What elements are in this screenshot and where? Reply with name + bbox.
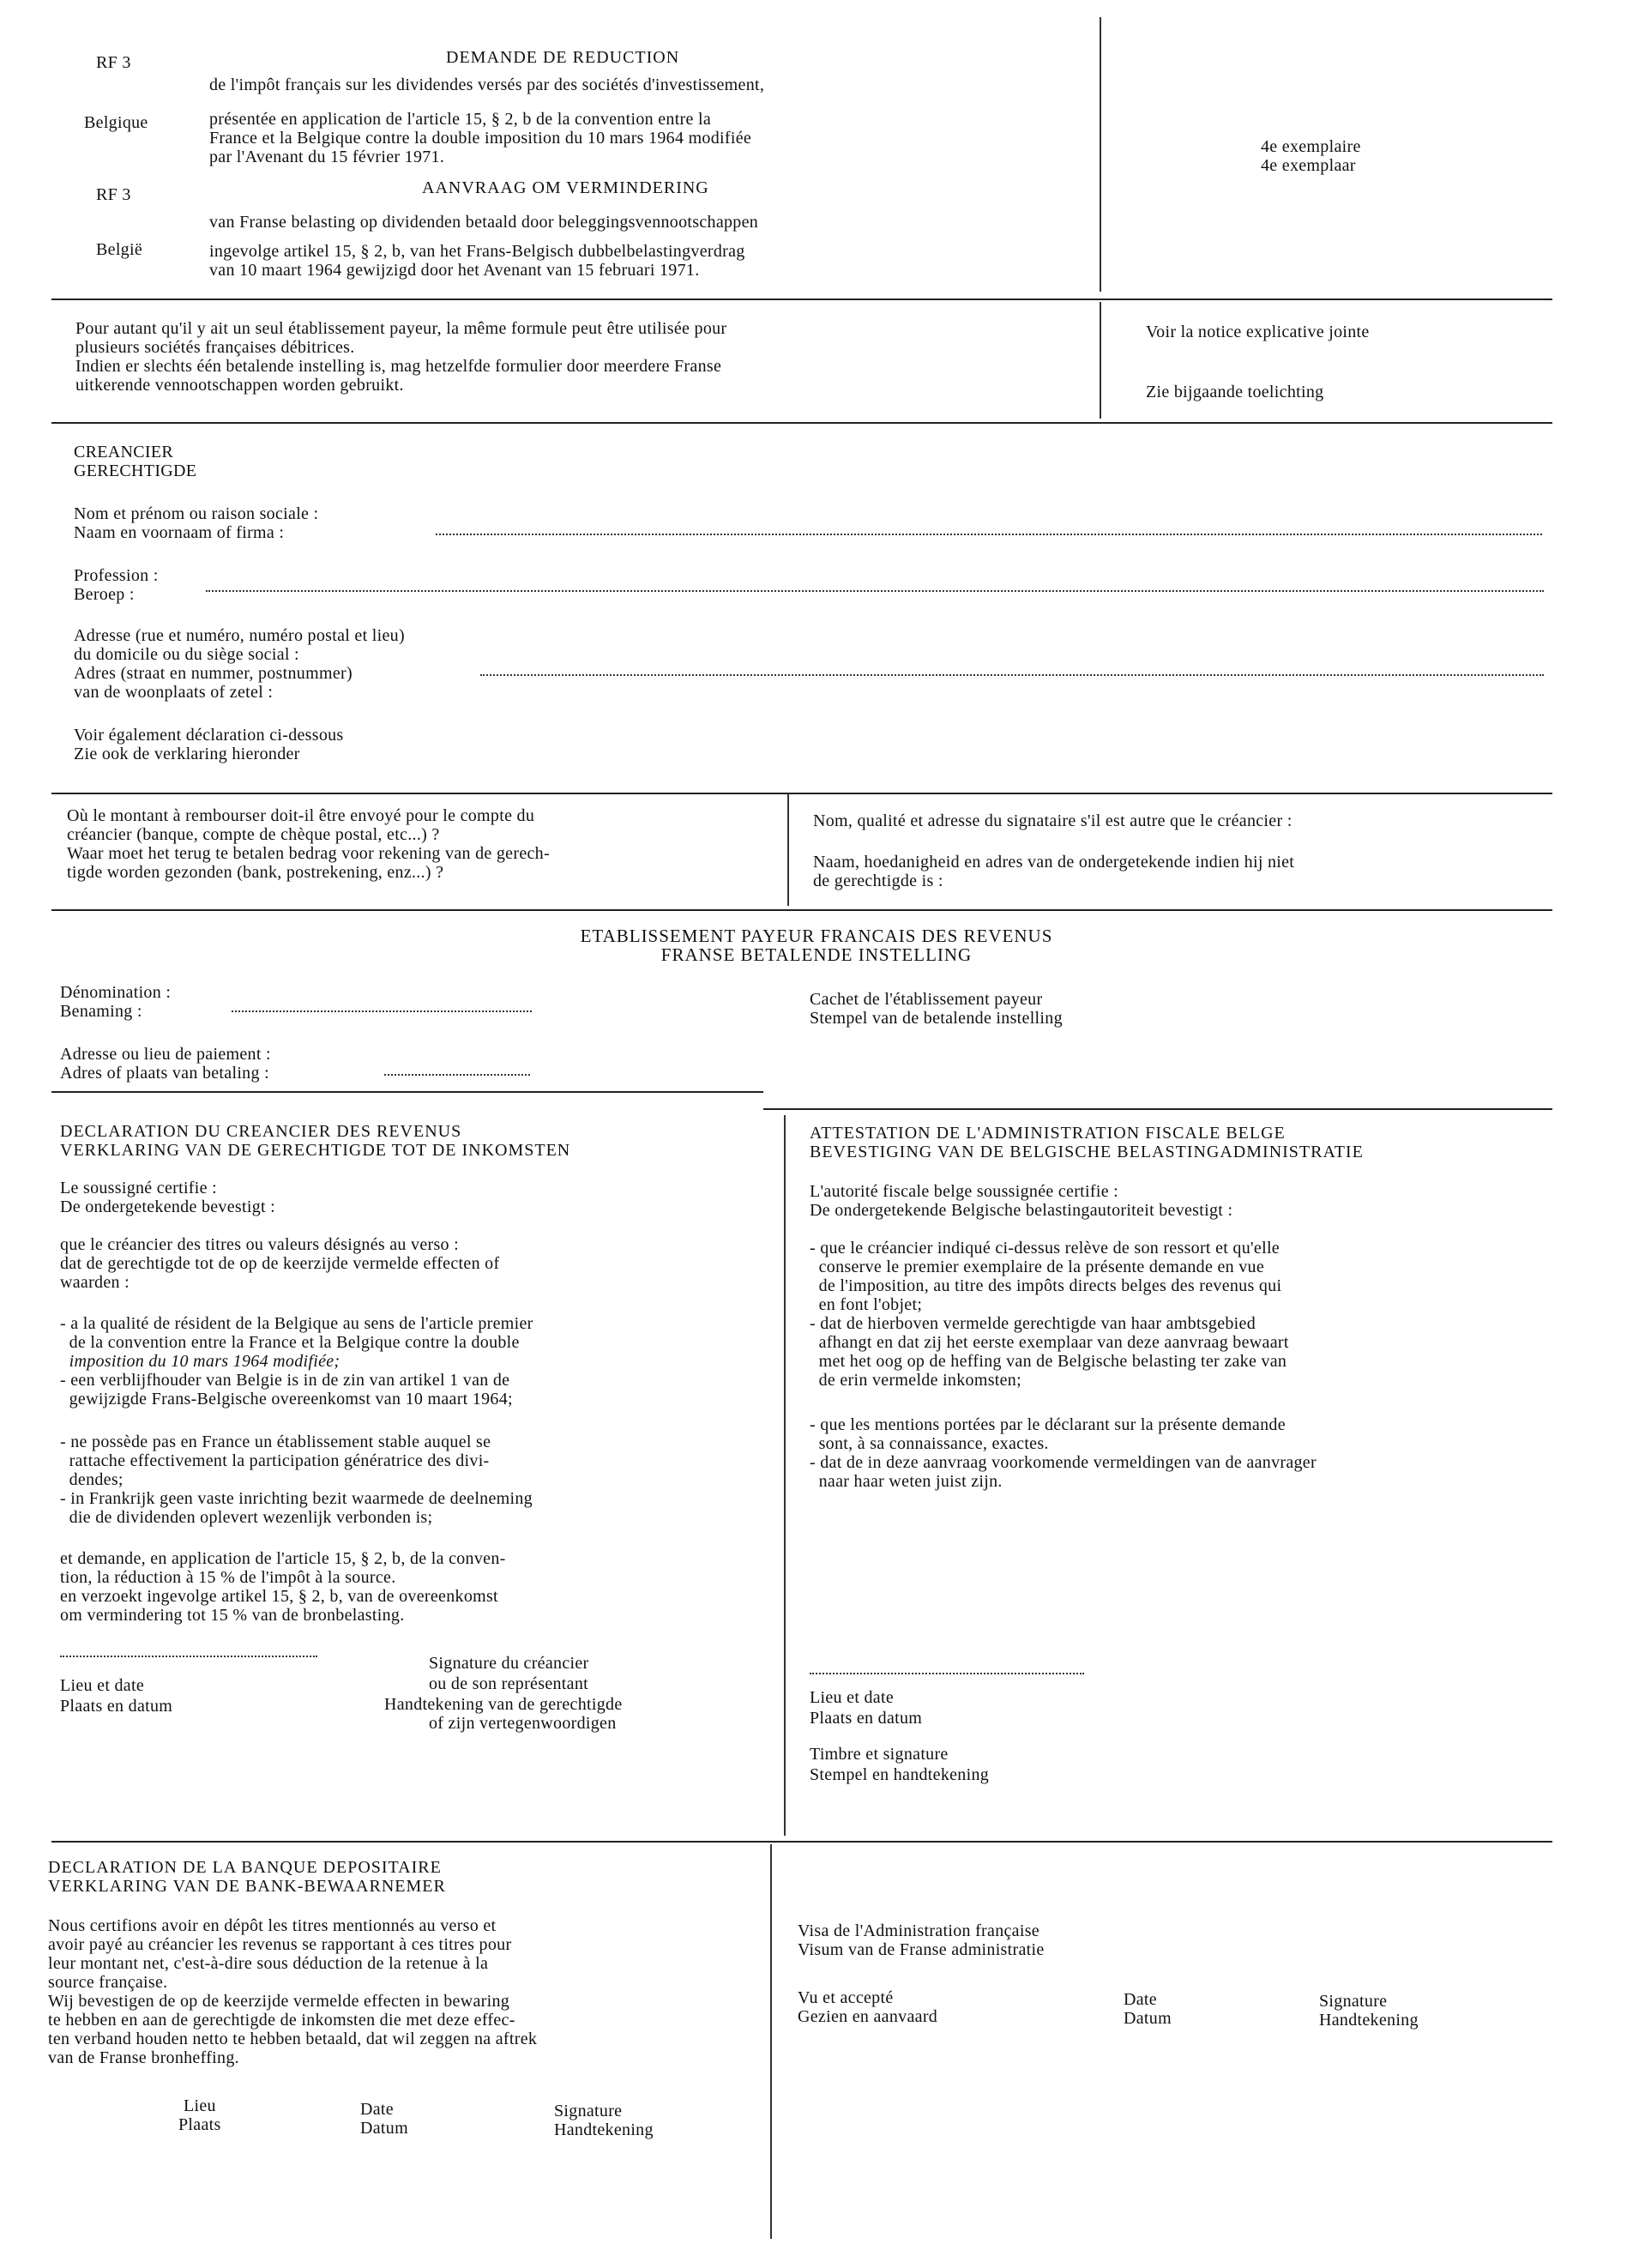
divider <box>51 422 1552 424</box>
declaration-text: imposition du 10 mars 1964 modifiée; <box>60 1352 340 1371</box>
declaration-text: - ne possède pas en France un établissement stable auquel se <box>60 1433 491 1451</box>
header-text: ingevolge artikel 15, § 2, b, van het Frans-Belgisch dubbelbelastingverdrag <box>209 242 745 261</box>
bank-text: leur montant net, c'est-à-dire sous déduction de la retenue à la <box>48 1954 489 1973</box>
header-text: de l'impôt français sur les dividendes versés par des sociétés d'investissement, <box>209 75 765 94</box>
declaration-text: en verzoekt ingevolge artikel 15, § 2, b, van de overeenkomst <box>60 1587 498 1606</box>
declaration-title-nl: VERKLARING VAN DE GERECHTIGDE TOT DE INKOMSTEN <box>60 1141 571 1160</box>
denomination-field[interactable] <box>232 1010 532 1012</box>
payer-title-nl: FRANSE BETALENDE INSTELLING <box>660 944 973 965</box>
bank-place-label-fr: Lieu <box>184 2096 216 2115</box>
divider <box>51 793 1552 794</box>
attestation-title-nl: BEVESTIGING VAN DE BELGISCHE BELASTINGADMINISTRATIE <box>810 1143 1364 1161</box>
denomination-label-nl: Benaming : <box>60 1002 142 1021</box>
divider <box>51 299 1552 300</box>
place-date-label-fr: Lieu et date <box>60 1676 144 1695</box>
attestation-text: met het oog op de heffing van de Belgische belasting ter zake van <box>810 1352 1287 1371</box>
creditor-title-nl: GERECHTIGDE <box>74 461 197 480</box>
attestation-text: L'autorité fiscale belge soussignée certifie : <box>810 1182 1119 1201</box>
address-label: Adresse (rue et numéro, numéro postal et lieu) <box>74 626 405 645</box>
creditor-signature-label: of zijn vertegenwoordigen <box>429 1714 617 1733</box>
seen-accepted-label-fr: Vu et accepté <box>798 1988 894 2007</box>
attestation-text: - que le créancier indiqué ci-dessus relève de son ressort et qu'elle <box>810 1239 1280 1258</box>
creditor-signature-label: ou de son représentant <box>429 1674 588 1693</box>
profession-field[interactable] <box>206 590 1544 592</box>
bank-text: Wij bevestigen de op de keerzijde vermelde effecten in bewaring <box>48 1992 510 2011</box>
copy-number-nl: 4e exemplaar <box>1261 156 1356 175</box>
country-nl: België <box>96 240 143 259</box>
declaration-text: - een verblijfhouder van Belgie is in de zin van artikel 1 van de <box>60 1371 510 1390</box>
declaration-text: - in Frankrijk geen vaste inrichting bezit waarmede de deelneming <box>60 1489 533 1508</box>
divider <box>51 1091 763 1093</box>
declaration-text: Le soussigné certifie : <box>60 1179 217 1197</box>
form-code: RF 3 <box>96 53 131 72</box>
payment-question: Waar moet het terug te betalen bedrag voor rekening van de gerech- <box>67 844 550 863</box>
creditor-signature-label: Signature du créancier <box>429 1654 589 1673</box>
bank-text: avoir payé au créancier les revenus se rapportant à ces titres pour <box>48 1935 512 1954</box>
attestation-text: afhangt en dat zij het eerste exemplaar van deze aanvraag bewaart <box>810 1333 1289 1352</box>
attestation-text: en font l'objet; <box>810 1295 923 1314</box>
attestation-title-fr: ATTESTATION DE L'ADMINISTRATION FISCALE BELGE <box>810 1124 1286 1143</box>
divider <box>1100 302 1101 419</box>
payer-title-fr: ETABLISSEMENT PAYEUR FRANCAIS DES REVENUS <box>580 926 1053 946</box>
stamp-signature-label-fr: Timbre et signature <box>810 1745 949 1764</box>
declaration-text: que le créancier des titres ou valeurs désignés au verso : <box>60 1235 460 1254</box>
attestation-text: naar haar weten juist zijn. <box>810 1472 1003 1491</box>
name-field[interactable] <box>436 534 1542 535</box>
bank-text: Nous certifions avoir en dépôt les titres mentionnés au verso et <box>48 1916 497 1935</box>
title-fr: DEMANDE DE REDUCTION <box>446 48 680 67</box>
address-label: Adres (straat en nummer, postnummer) <box>74 664 353 683</box>
stamp-label-fr: Cachet de l'établissement payeur <box>810 990 1043 1009</box>
attestation-text: - dat de in deze aanvraag voorkomende vermeldingen van de aanvrager <box>810 1453 1317 1472</box>
declaration-text: die de dividenden oplevert wezenlijk verbonden is; <box>60 1508 433 1527</box>
divider <box>51 1841 1552 1843</box>
header-text: van 10 maart 1964 gewijzigd door het Avenant van 15 februari 1971. <box>209 261 700 280</box>
payment-address-field[interactable] <box>384 1074 530 1076</box>
attestation-text: - dat de hierboven vermelde gerechtigde van haar ambtsgebied <box>810 1314 1256 1333</box>
signatory-label: Naam, hoedanigheid en adres van de ondergetekende indien hij niet <box>813 853 1295 872</box>
bank-signature-label-fr: Signature <box>554 2102 623 2120</box>
attestation-text: sont, à sa connaissance, exactes. <box>810 1434 1049 1453</box>
notice-text: plusieurs sociétés françaises débitrices. <box>75 338 355 357</box>
declaration-text: et demande, en application de l'article 15, § 2, b, de la conven- <box>60 1549 506 1568</box>
name-label-fr: Nom et prénom ou raison sociale : <box>74 504 319 523</box>
header-text: France et la Belgique contre la double imposition du 10 mars 1964 modifiée <box>209 129 752 148</box>
visa-signature-label-nl: Handtekening <box>1319 2011 1419 2030</box>
payment-question: tigde worden gezonden (bank, postrekening, enz...) ? <box>67 863 444 882</box>
see-notice-fr: Voir la notice explicative jointe <box>1146 323 1370 341</box>
declaration-text: gewijzigde Frans-Belgische overeenkomst van 10 maart 1964; <box>60 1390 513 1408</box>
bank-date-label-fr: Date <box>360 2100 394 2119</box>
address-label: du domicile ou du siège social : <box>74 645 299 664</box>
payment-address-label-nl: Adres of plaats van betaling : <box>60 1064 269 1083</box>
visa-date-label-nl: Datum <box>1124 2009 1172 2028</box>
profession-label-nl: Beroep : <box>74 585 135 604</box>
divider <box>763 1108 1552 1110</box>
attestation-text: - que les mentions portées par le déclarant sur la présente demande <box>810 1415 1286 1434</box>
visa-signature-label-fr: Signature <box>1319 1992 1388 2011</box>
visa-title-fr: Visa de l'Administration française <box>798 1921 1039 1940</box>
bank-text: source française. <box>48 1973 168 1992</box>
notice-text: Indien er slechts één betalende instelling is, mag hetzelfde formulier door meerdere Franse <box>75 357 722 376</box>
declaration-text: tion, la réduction à 15 % de l'impôt à la source. <box>60 1568 396 1587</box>
notice-text: Pour autant qu'il y ait un seul établissement payeur, la même formule peut être utilisée pour <box>75 319 727 338</box>
see-notice-nl: Zie bijgaande toelichting <box>1146 383 1324 401</box>
declaration-title-fr: DECLARATION DU CREANCIER DES REVENUS <box>60 1122 462 1141</box>
notice-text: uitkerende vennootschappen worden gebruikt. <box>75 376 404 395</box>
payment-question: Où le montant à rembourser doit-il être envoyé pour le compte du <box>67 806 535 825</box>
see-declaration-nl: Zie ook de verklaring hieronder <box>74 745 300 763</box>
bank-date-label-nl: Datum <box>360 2119 408 2138</box>
divider <box>770 1844 772 2239</box>
country-fr: Belgique <box>84 113 148 132</box>
signatory-label: de gerechtigde is : <box>813 872 943 890</box>
copy-number-fr: 4e exemplaire <box>1261 137 1361 156</box>
bank-text: van de Franse bronheffing. <box>48 2048 239 2067</box>
place-date-label-nl: Plaats en datum <box>60 1697 173 1716</box>
divider <box>51 909 1552 911</box>
seen-accepted-label-nl: Gezien en aanvaard <box>798 2007 938 2026</box>
address-label: van de woonplaats of zetel : <box>74 683 274 702</box>
bank-signature-label-nl: Handtekening <box>554 2120 654 2139</box>
name-label-nl: Naam en voornaam of firma : <box>74 523 285 542</box>
header-text: par l'Avenant du 15 février 1971. <box>209 148 445 166</box>
declaration-text: dat de gerechtigde tot de op de keerzijde vermelde effecten of <box>60 1254 500 1273</box>
divider <box>1100 17 1101 292</box>
bank-place-label-nl: Plaats <box>178 2115 221 2134</box>
attestation-place-date-field[interactable] <box>810 1673 1084 1674</box>
denomination-label-fr: Dénomination : <box>60 983 172 1002</box>
creditor-signature-label: Handtekening van de gerechtigde <box>384 1695 623 1714</box>
divider <box>784 1115 786 1836</box>
address-field[interactable] <box>480 674 1544 676</box>
divider <box>787 794 789 906</box>
creditor-title-fr: CREANCIER <box>74 443 174 461</box>
stamp-signature-label-nl: Stempel en handtekening <box>810 1765 990 1784</box>
bank-title-nl: VERKLARING VAN DE BANK-BEWAARNEMER <box>48 1877 446 1896</box>
declaration-text: waarden : <box>60 1273 130 1292</box>
title-nl: AANVRAAG OM VERMINDERING <box>422 178 709 197</box>
attestation-text: De ondergetekende Belgische belastingautoriteit bevestigt : <box>810 1201 1233 1220</box>
payment-address-label-fr: Adresse ou lieu de paiement : <box>60 1045 271 1064</box>
place-date-label-nl: Plaats en datum <box>810 1709 923 1728</box>
place-date-label-fr: Lieu et date <box>810 1688 894 1707</box>
visa-title-nl: Visum van de Franse administratie <box>798 1940 1045 1959</box>
declaration-text: de la convention entre la France et la Belgique contre la double <box>60 1333 520 1352</box>
signatory-label: Nom, qualité et adresse du signataire s'il est autre que le créancier : <box>813 811 1293 830</box>
see-declaration-fr: Voir également déclaration ci-dessous <box>74 726 344 745</box>
declaration-text: rattache effectivement la participation génératrice des divi- <box>60 1451 490 1470</box>
bank-text: ten verband houden netto te hebben betaald, dat wil zeggen na aftrek <box>48 2030 538 2048</box>
attestation-text: de l'imposition, au titre des impôts directs belges des revenus qui <box>810 1276 1282 1295</box>
declaration-text: - a la qualité de résident de la Belgique au sens de l'article premier <box>60 1314 533 1333</box>
attestation-text: de erin vermelde inkomsten; <box>810 1371 1021 1390</box>
form-code: RF 3 <box>96 185 131 204</box>
profession-label-fr: Profession : <box>74 566 159 585</box>
declaration-text: De ondergetekende bevestigt : <box>60 1197 276 1216</box>
declaration-text: om vermindering tot 15 % van de bronbelasting. <box>60 1606 405 1625</box>
stamp-label-nl: Stempel van de betalende instelling <box>810 1009 1063 1028</box>
visa-date-label-fr: Date <box>1124 1990 1157 2009</box>
declaration-text: dendes; <box>60 1470 124 1489</box>
header-text: présentée en application de l'article 15, § 2, b de la convention entre la <box>209 110 712 129</box>
bank-text: te hebben en aan de gerechtigde de inkomsten die met deze effec- <box>48 2011 515 2030</box>
payment-question: créancier (banque, compte de chèque postal, etc...) ? <box>67 825 440 844</box>
place-date-field[interactable] <box>60 1656 317 1657</box>
header-text: van Franse belasting op dividenden betaald door beleggingsvennootschappen <box>209 213 759 232</box>
bank-title-fr: DECLARATION DE LA BANQUE DEPOSITAIRE <box>48 1858 442 1877</box>
attestation-text: conserve le premier exemplaire de la présente demande en vue <box>810 1258 1265 1276</box>
